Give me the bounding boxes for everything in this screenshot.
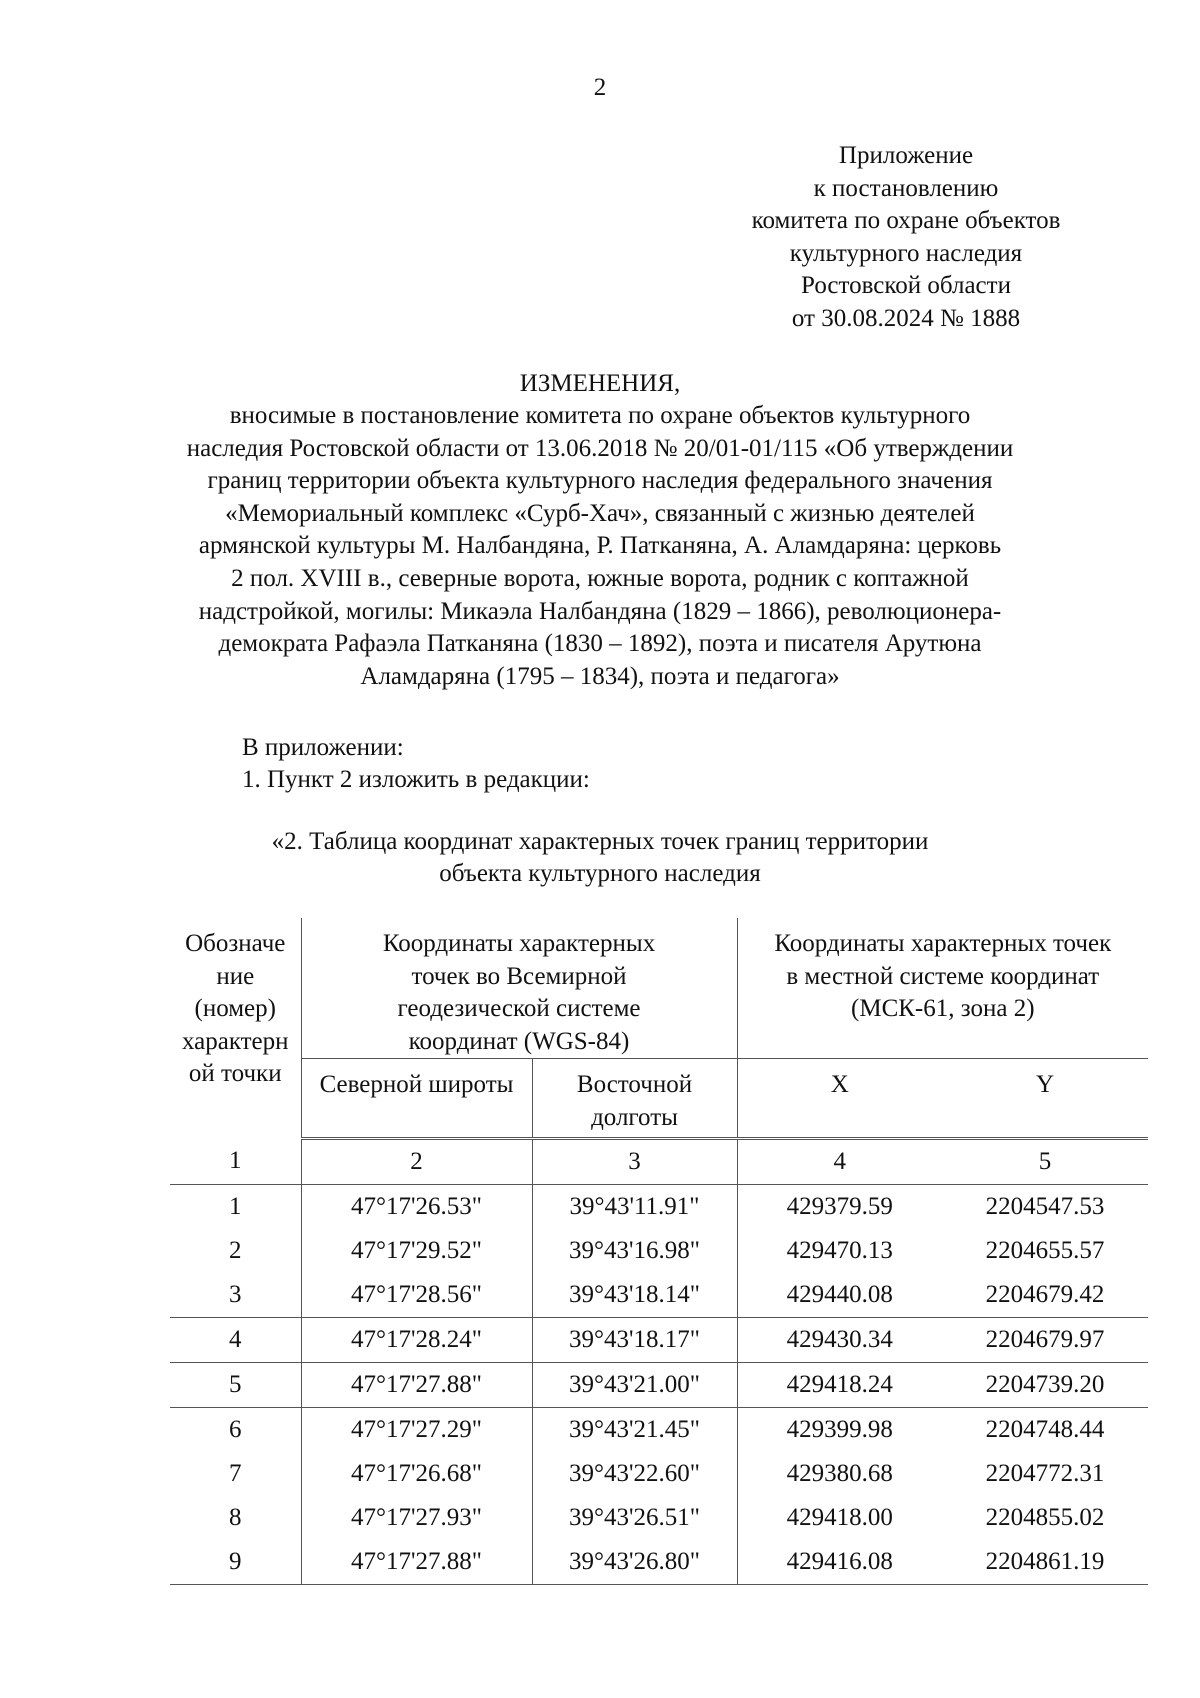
cell-longitude: 39°43'21.00"	[532, 1363, 737, 1408]
column-number: 5	[942, 1139, 1148, 1185]
cell-latitude: 47°17'26.68"	[301, 1452, 532, 1496]
appendix-line: Приложение	[838, 142, 974, 169]
paragraph-in-appendix: В приложении:	[242, 734, 404, 761]
cell-point-number: 1	[170, 1185, 301, 1230]
cell-longitude: 39°43'11.91"	[532, 1185, 737, 1230]
cell-longitude: 39°43'26.51"	[532, 1496, 737, 1540]
cell-x: 429430.34	[737, 1318, 942, 1363]
cell-longitude: 39°43'22.60"	[532, 1452, 737, 1496]
column-number: 4	[737, 1139, 942, 1185]
cell-y: 2204739.20	[942, 1363, 1148, 1408]
appendix-header	[686, 140, 1126, 335]
table-row	[170, 1273, 1148, 1318]
cell-latitude: 47°17'27.88"	[301, 1363, 532, 1408]
cell-y: 2204861.19	[942, 1540, 1148, 1585]
page-number: 2	[593, 74, 607, 101]
cell-y: 2204679.42	[985, 1281, 1105, 1308]
subtitle-line: «Мемориальный комплекс «Сурб-Хач», связанный с жизнью деятелей	[225, 499, 975, 527]
subtitle-line: армянской культуры М. Налбандяна, Р. Патканяна, А. Аламдаряна: церковь	[198, 532, 1002, 560]
paragraph-item-1: 1. Пункт 2 изложить в редакции:	[242, 766, 590, 793]
cell-latitude: 47°17'29.52"	[301, 1229, 532, 1273]
table-row	[170, 1408, 1148, 1453]
table-row	[170, 1185, 1148, 1230]
subtitle-line: вносимые в постановление комитета по охране объектов культурного	[229, 402, 971, 429]
table-caption-line: «2. Таблица координат характерных точек границ территории	[271, 828, 929, 855]
header-x: X	[737, 1059, 942, 1139]
header-longitude: Восточной долготы	[532, 1059, 737, 1139]
cell-x: 429440.08	[786, 1281, 893, 1308]
table-row	[170, 1496, 1148, 1540]
cell-x: 429470.13	[786, 1237, 893, 1264]
cell-point-number: 9	[170, 1540, 301, 1585]
cell-latitude: 47°17'26.53"	[301, 1185, 532, 1230]
cell-latitude: 47°17'27.93"	[301, 1496, 532, 1540]
cell-latitude: 47°17'28.24"	[301, 1318, 532, 1363]
cell-x: 429416.08	[737, 1540, 942, 1585]
cell-x: 429399.98	[737, 1408, 942, 1453]
appendix-line: Ростовской области	[801, 272, 1011, 299]
cell-point-number: 3	[170, 1273, 301, 1318]
subtitle-line: демократа Рафаэла Патканяна (1830 – 1892), поэта и писателя Арутюна	[218, 630, 982, 658]
header-latitude: Северной широты	[301, 1059, 532, 1139]
table-caption	[200, 826, 1000, 890]
cell-longitude: 39°43'21.45"	[532, 1408, 737, 1453]
cell-latitude: 47°17'28.56"	[301, 1273, 532, 1318]
table-header-row	[170, 918, 1148, 1059]
subtitle-line: Аламдаряна (1795 – 1834), поэта и педагога»	[360, 662, 840, 690]
cell-point-number: 4	[170, 1318, 301, 1363]
cell-x: 429418.00	[786, 1504, 893, 1531]
cell-y: 2204748.44	[942, 1408, 1148, 1453]
subtitle-line: границ территории объекта культурного наследия федерального значения	[207, 467, 993, 495]
cell-longitude: 39°43'26.80"	[532, 1540, 737, 1585]
subtitle-line: 2 пол. XVIII в., северные ворота, южные ворота, родник с коптажной	[231, 564, 969, 592]
cell-y: 2204679.97	[942, 1318, 1148, 1363]
header-designation: Обозначе ние (номер) характерн ой точки	[170, 918, 301, 1139]
appendix-line: комитета по охране объектов	[751, 207, 1061, 234]
header-msk61: Координаты характерных точек в местной системе координат (МСК-61, зона 2)	[737, 918, 1148, 1059]
cell-longitude: 39°43'18.17"	[532, 1318, 737, 1363]
cell-point-number: 7	[170, 1452, 301, 1496]
cell-x: 429418.24	[737, 1363, 942, 1408]
table-row	[170, 1318, 1148, 1363]
column-number: 2	[301, 1139, 532, 1185]
cell-point-number: 6	[170, 1408, 301, 1453]
coordinates-table	[170, 918, 1148, 1585]
cell-x: 429379.59	[786, 1193, 893, 1220]
column-number-row	[170, 1139, 1148, 1185]
table-row	[170, 1363, 1148, 1408]
cell-latitude: 47°17'27.88"	[301, 1540, 532, 1585]
appendix-line: культурного наследия	[789, 239, 1023, 267]
cell-point-number: 2	[170, 1229, 301, 1273]
cell-longitude: 39°43'18.14"	[532, 1273, 737, 1318]
cell-y: 2204855.02	[985, 1504, 1105, 1531]
cell-point-number: 8	[170, 1496, 301, 1540]
header-wgs84: Координаты характерных точек во Всемирной геодезической системе координат (WGS-84)	[301, 918, 737, 1059]
table-row	[170, 1229, 1148, 1273]
document-title: ИЗМЕНЕНИЯ,	[519, 370, 681, 397]
cell-y: 2204655.57	[985, 1237, 1105, 1264]
column-number: 3	[532, 1139, 737, 1185]
appendix-line: к постановлению	[813, 174, 999, 202]
header-y: Y	[942, 1059, 1148, 1139]
cell-y: 2204772.31	[985, 1460, 1105, 1487]
document-subtitle	[150, 400, 1050, 693]
table-subheader-row	[170, 1059, 1148, 1139]
table-row	[170, 1452, 1148, 1496]
cell-latitude: 47°17'27.29"	[301, 1408, 532, 1453]
subtitle-line: надстройкой, могилы: Микаэла Налбандяна (1829 – 1866), революционера-	[198, 597, 1002, 625]
cell-x: 429380.68	[786, 1460, 893, 1487]
column-number: 1	[170, 1139, 301, 1185]
table-row	[170, 1540, 1148, 1585]
cell-point-number: 5	[170, 1363, 301, 1408]
cell-longitude: 39°43'16.98"	[532, 1229, 737, 1273]
table-caption-line: объекта культурного наследия	[439, 860, 761, 887]
subtitle-line: наследия Ростовской области от 13.06.2018 № 20/01-01/115 «Об утверждении	[186, 434, 1014, 462]
appendix-date-number: от 30.08.2024 № 1888	[791, 304, 1021, 332]
cell-y: 2204547.53	[985, 1193, 1105, 1220]
